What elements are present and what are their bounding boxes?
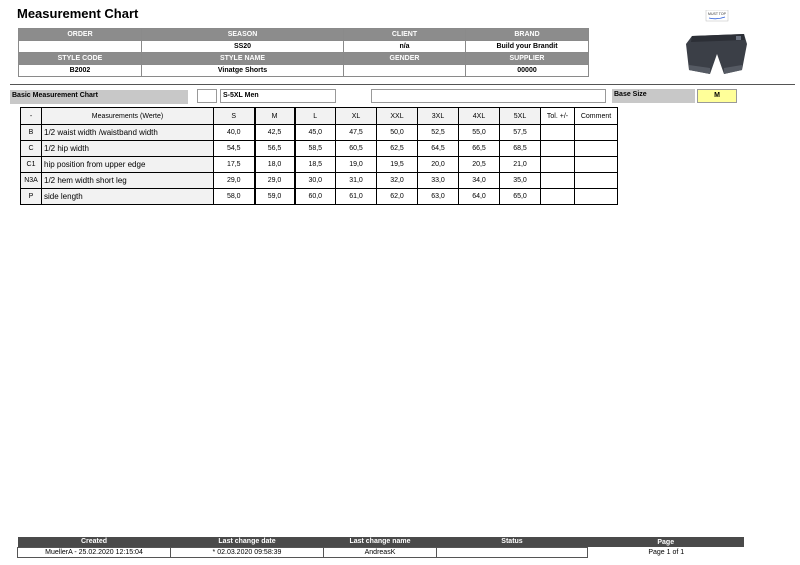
brand-value: Build your Brandit [466,41,589,53]
base-size-value: M [697,89,737,103]
separator-line [10,84,795,85]
supplier-label: SUPPLIER [466,53,589,65]
column-header: Measurements (Werte) [42,108,214,125]
header-labels-row-1 [19,29,589,41]
measurement-value: 56,5 [255,141,295,157]
page-title: Measurement Chart [17,6,139,21]
header-info-grid [18,28,589,77]
comment-cell [575,125,618,141]
table-row [21,157,618,173]
tolerance-cell [541,141,575,157]
measurement-value: 64,0 [459,189,500,205]
measurement-value: 59,0 [255,189,295,205]
measurement-value: 62,5 [377,141,418,157]
last-change-date-label: Last change date [171,537,324,547]
footer-table [17,537,745,558]
column-header: 3XL [418,108,459,125]
measurement-description: 1/2 hem width short leg [42,173,214,189]
measurement-value: 54,5 [214,141,255,157]
measurement-value: 58,5 [295,141,336,157]
order-value [19,41,142,53]
measurement-value: 18,0 [255,157,295,173]
measurement-value: 68,5 [500,141,541,157]
comment-cell [575,141,618,157]
measurement-value: 58,0 [214,189,255,205]
comment-cell [575,157,618,173]
measurement-value: 66,5 [459,141,500,157]
measurement-value: 64,5 [418,141,459,157]
measurement-value: 19,5 [377,157,418,173]
table-row [21,141,618,157]
measurement-value: 29,0 [214,173,255,189]
measurement-value: 21,0 [500,157,541,173]
base-size-label: Base Size [612,89,695,103]
column-header: M [255,108,295,125]
column-header: L [295,108,336,125]
brand-label: BRAND [466,29,589,41]
footer-values-row [18,547,745,557]
measurement-description: 1/2 waist width /waistband width [42,125,214,141]
table-row [21,173,618,189]
shorts-photo-icon [684,10,750,78]
season-label: SEASON [142,29,344,41]
table-header-row [21,108,618,125]
measurement-value: 45,0 [295,125,336,141]
measurement-description: side length [42,189,214,205]
measurement-description: hip position from upper edge [42,157,214,173]
created-label: Created [18,537,171,547]
blank-field [197,89,217,103]
client-label: CLIENT [344,29,466,41]
measurement-value: 33,0 [418,173,459,189]
basic-measurement-chart-label: Basic Measurement Chart [10,90,188,104]
column-header: 4XL [459,108,500,125]
style-name-label: STYLE NAME [142,53,344,65]
measurement-value: 60,0 [295,189,336,205]
measurement-value: 20,0 [418,157,459,173]
comment-cell [575,189,618,205]
page-label: Page [588,537,745,547]
measurement-value: 52,5 [418,125,459,141]
measurement-value: 62,0 [377,189,418,205]
size-range-field: S-5XL Men [220,89,336,103]
page-number: Page 1 of 1 [588,547,745,557]
column-header: 5XL [500,108,541,125]
column-header: Tol. +/- [541,108,575,125]
style-code-value: B2002 [19,65,142,77]
order-label: ORDER [19,29,142,41]
table-row [21,189,618,205]
measurement-value: 35,0 [500,173,541,189]
style-code-label: STYLE CODE [19,53,142,65]
notes-field [371,89,606,103]
tolerance-cell [541,189,575,205]
header-labels-row-2 [19,53,589,65]
measurement-code: N3A [21,173,42,189]
measurement-code: B [21,125,42,141]
measurement-table [20,107,618,205]
measurement-value: 19,0 [336,157,377,173]
header-values-row-1 [19,41,589,53]
measurement-value: 29,0 [255,173,295,189]
tolerance-cell [541,173,575,189]
measurement-value: 63,0 [418,189,459,205]
column-header: - [21,108,42,125]
measurement-value: 60,5 [336,141,377,157]
measurement-description: 1/2 hip width [42,141,214,157]
supplier-value: 00000 [466,65,589,77]
client-value: n/a [344,41,466,53]
column-header: XL [336,108,377,125]
measurement-value: 42,5 [255,125,295,141]
gender-label: GENDER [344,53,466,65]
measurement-value: 61,0 [336,189,377,205]
measurement-code: P [21,189,42,205]
table-row [21,125,618,141]
tolerance-cell [541,125,575,141]
measurement-value: 20,5 [459,157,500,173]
footer-header-row [18,537,745,547]
measurement-value: 30,0 [295,173,336,189]
column-header: Comment [575,108,618,125]
measurement-value: 32,0 [377,173,418,189]
measurement-value: 34,0 [459,173,500,189]
last-change-name-label: Last change name [324,537,437,547]
measurement-value: 57,5 [500,125,541,141]
measurement-value: 50,0 [377,125,418,141]
gender-value [344,65,466,77]
last-change-name-value: AndreasK [324,547,437,557]
measurement-value: 65,0 [500,189,541,205]
season-value: SS20 [142,41,344,53]
column-header: S [214,108,255,125]
measurement-value: 31,0 [336,173,377,189]
status-label: Status [437,537,588,547]
comment-cell [575,173,618,189]
status-value [437,547,588,557]
measurement-value: 40,0 [214,125,255,141]
style-name-value: Vinatge Shorts [142,65,344,77]
tolerance-cell [541,157,575,173]
header-values-row-2 [19,65,589,77]
column-header: XXL [377,108,418,125]
measurement-value: 47,5 [336,125,377,141]
last-change-date-value: * 02.03.2020 09:58:39 [171,547,324,557]
tag-text: MUST TOP [708,12,726,16]
created-value: MuellerA - 25.02.2020 12:15:04 [18,547,171,557]
measurement-value: 17,5 [214,157,255,173]
measurement-value: 55,0 [459,125,500,141]
measurement-value: 18,5 [295,157,336,173]
measurement-code: C [21,141,42,157]
measurement-code: C1 [21,157,42,173]
